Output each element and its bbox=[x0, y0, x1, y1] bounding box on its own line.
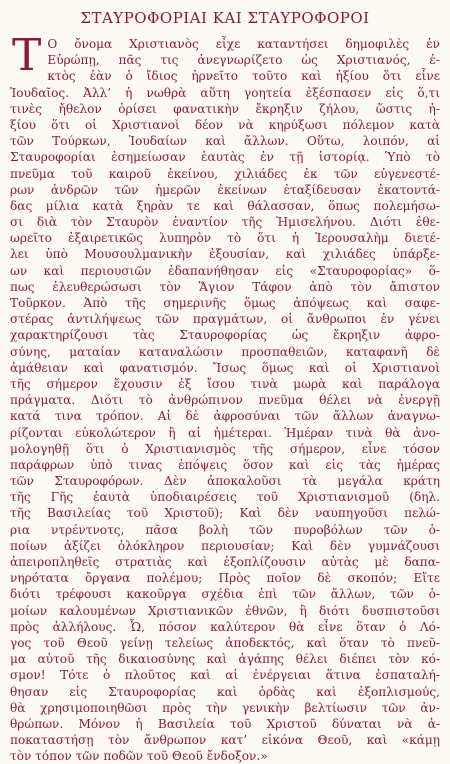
text-line: ἀμάθειαν καὶ φανατισμόν. Ἴσως ὅμως καὶ οἱ Χριστιανοὶ bbox=[10, 360, 440, 375]
text-line: ρίζονται εὐκολώτερον ἢ αἱ ἡμέτεραι. Ἡμέραν τινὰ θὰ ἀνο- bbox=[10, 425, 440, 440]
text-line: κατά τινα τρόπον. Αἱ δὲ ἀφροσύναι τῶν ἄλλων ἀναγνω- bbox=[10, 409, 440, 424]
text-line: στέρας ἀντιλήψεως τῶν πραγμάτων, οἱ ἄνθρωποι ἐν γένει bbox=[10, 312, 440, 327]
text-line: διότι τρέφουσι κακοῦργα σχέδια ἐπὶ τῶν ἄλλων, τῶν ὁ- bbox=[10, 587, 440, 602]
text-line: ρια ντρέντνοτς, πᾶσα βολὴ τῶν πυροβόλων τῶν ὁ- bbox=[10, 522, 440, 537]
text-line: τινὲς ἤθελον ὁρίσει φανατικὴν ἔκρηξιν ζήλου, ὥστις ἠ- bbox=[10, 101, 440, 116]
text-line: πράγματα. Διότι τὸ ἀνθρώπινον πνεῦμα θέλει νὰ ἐνεργῇ bbox=[10, 393, 440, 408]
text-line: νηρότατα ὄργανα πολέμου; Πρὸς ποῖον δὲ σκοπόν; Εἴτε bbox=[10, 571, 440, 586]
text-line: χαρακτηρίζουσι τὰς Σταυροφορίας ὡς ἔκρηξιν ἀφρο- bbox=[10, 328, 440, 343]
text-line: τῆς σήμερον ἔχουσιν ἐξ ἴσου τινὰ μωρὰ καὶ παράλογα bbox=[10, 376, 440, 391]
text-line: Ἰουδαῖος. Ἀλλ’ ἡ νωθρὰ αὕτη γοητεία ἐξέσπασεν εἰς ὅ,τι bbox=[10, 85, 440, 100]
text-line: πως ἐλευθερώσωσι τὸν Ἅγιον Τάφον ἀπὸ τὸν ἄπιστον bbox=[10, 279, 440, 294]
text-line: ων καὶ περιουσιῶν ἐδαπανήθησαν εἰς «Σταυροφορίας» ὅ- bbox=[10, 263, 440, 278]
text-line: τῆς Γῆς ἑαυτὰ ὑποδιαιρέσεις τοῦ Χριστιανισμοῦ (δηλ. bbox=[10, 490, 440, 505]
text-line: τῶν Τούρκων, Ἰουδαίων καὶ ἄλλων. Οὕτω, λοιπόν, αἱ bbox=[10, 134, 440, 149]
text-line: ξίου ὅτι οἱ Χριστιανοὶ δέον νὰ κηρύξωσι πόλεμον κατὰ bbox=[10, 117, 440, 132]
text-line: πρὸς ἀλλήλους. Ὦ, πόσον καλύτερον θὰ εἶνε ὅταν ὁ Λό- bbox=[10, 619, 440, 634]
text-line: Εὐρώπῃ, πᾶς τις ἀνεγνωρίζετο ὡς Χριστιανός, ἐ- bbox=[47, 53, 440, 68]
text-line: Τοῦρκον. Ἀπὸ τῆς σημερινῆς ὅμως ἀπόψεως καὶ σαφε- bbox=[10, 296, 440, 310]
drop-cap: Τ bbox=[12, 30, 42, 81]
text-line: τὸν τόπον τῶν ποδῶν τοῦ Θεοῦ ἔνδοξον.» bbox=[10, 749, 268, 764]
text-line: σύνης, ματαίαν καταναλώσιν προσπαθειῶν, καταφανῆ δὲ bbox=[10, 344, 440, 359]
text-line: μα αὐτοῦ τῆς δικαιοσύνης καὶ ἀγάπης θέλει διέπει τὸν κό- bbox=[10, 652, 440, 667]
text-line: λει ὑπὸ Μουσουλμανικὴν ἐξουσίαν, καὶ χιλιάδες ὑπάρξε- bbox=[10, 247, 440, 262]
text-line: ωρεῖτο ἐξαιρετικῶς λυπηρὸν τὸ ὅτι ἡ Ἱερουσαλὴμ διετέ- bbox=[10, 231, 440, 246]
text-line: θρώπων. Μόνον ἡ Βασιλεία τοῦ Χριστοῦ δύναται νὰ ἀ- bbox=[10, 716, 440, 731]
text-line: ποκαταστήσῃ τὸν ἄνθρωπον κατ’ εἰκόνα Θεοῦ, καὶ «κάμῃ bbox=[10, 733, 440, 748]
text-line: γος τοῦ Θεοῦ γείνῃ τελείως ἀποδεκτός, καὶ ὅταν τὸ πνεῦ- bbox=[10, 635, 440, 650]
text-line: παράφρων ὑπὸ τινας ἐπόψεις ὅσον καὶ εἰς τὰς ἡμέρας bbox=[10, 457, 440, 472]
text-line: δας μίλια κατὰ ξηρὰν τε καὶ θάλασσαν, ὅπως πολεμήσω- bbox=[10, 198, 440, 213]
text-line: τῆς Βασιλείας τοῦ Χριστοῦ); Καὶ δὲν ναυπηγοῦσι πελώ- bbox=[10, 506, 440, 521]
article-body bbox=[10, 30, 440, 764]
text-line: σμον! Τότε ὁ πλοῦτος καὶ αἱ ἐνέργειαι ἅτινα ἐσπαταλή- bbox=[10, 668, 440, 683]
text-line: σι διὰ τὸν Σταυρὸν ἐναντίον τῆς Ἡμισελήνου. Διότι ἐθε- bbox=[10, 215, 440, 230]
text-line: ἀπειροπληθεῖς στρατιὰς καὶ ἐξοπλίζουσιν αὐτὰς μὲ δαπα- bbox=[10, 555, 440, 569]
text-line: ποίων ἀξίζει ὁλόκληρον περιουσίαν; Καὶ δὲν γυμνάζουσι bbox=[10, 538, 440, 553]
text-line: ρων ἀνδρῶν τῶν ἡμερῶν ἐκείνων ἐταξίδευσαν ἑκατοντά- bbox=[10, 182, 440, 197]
text-line: τῶν Σταυροφόρων. Δὲν ἀποκαλοῦσι τὰ μεγάλα κράτη bbox=[10, 474, 440, 489]
text-line: θησαν εἰς Σταυροφορίας καὶ ὁρδὰς καὶ ἐξοπλισμούς, bbox=[10, 684, 440, 699]
text-line: θὰ χρησιμοποιηθῶσι πρὸς τὴν γενικὴν βελτίωσιν τῶν ἀν- bbox=[10, 700, 440, 715]
text-line: κτὸς ἐὰν ὁ ἴδιος ἠρνεῖτο τοῦτο καὶ ἠξίου ὅτι εἶνε bbox=[47, 69, 440, 84]
text-line: μολογηθῇ ὅτι ὁ Χριστιανισμὸς τῆς σήμερον, εἶνε τόσον bbox=[10, 441, 440, 456]
text-line: πνεῦμα τοῦ καιροῦ ἐκείνου, χιλιάδες ἐκ τῶν εὐγενεστέ- bbox=[10, 166, 440, 181]
page-title: ΣΤΑΥΡΟΦΟΡΙΑΙ ΚΑΙ ΣΤΑΥΡΟΦΟΡΟΙ bbox=[80, 9, 370, 27]
text-line: Ο ὄνομα Χριστιανὸς εἶχε καταντήσει δημοφιλὲς ἐν bbox=[47, 37, 440, 51]
text-line: μοίων καλουμένων Χριστιανικῶν ἐθνῶν, ἢ διότι δυσπιστοῦσι bbox=[10, 603, 440, 618]
text-line: Σταυροφορίαι ἐσημείωσαν ἑαυτὰς ἐν τῇ ἱστορίᾳ. Ὑπὸ τὸ bbox=[10, 150, 440, 165]
